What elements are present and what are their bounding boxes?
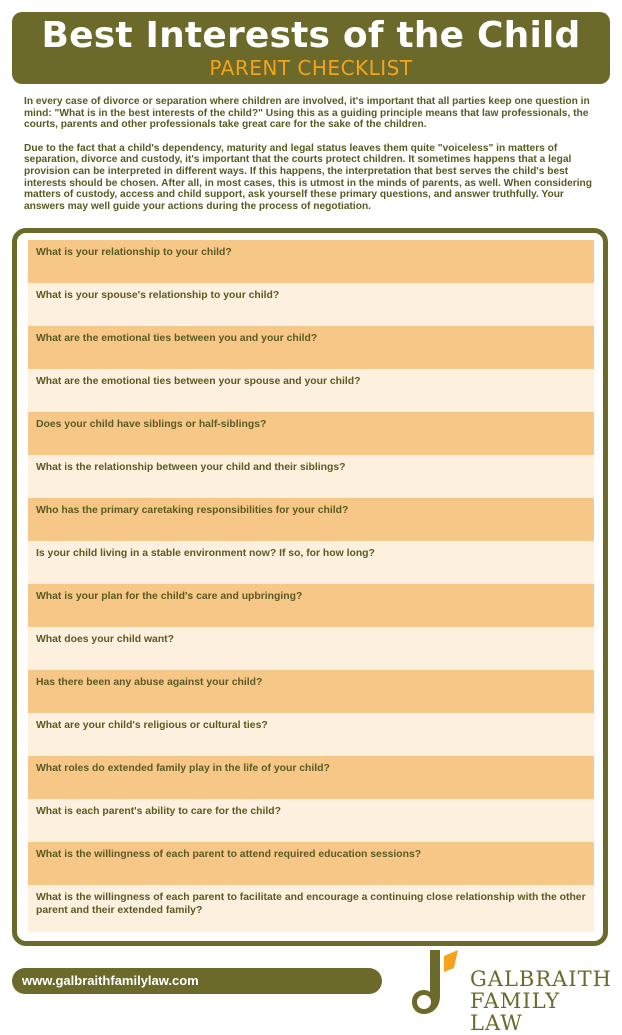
checklist-item: What roles do extended family play in the life of your child? — [28, 756, 594, 799]
checklist-item: What is the willingness of each parent to attend required education sessions? — [28, 842, 594, 885]
header-banner — [12, 12, 610, 84]
checklist-panel — [12, 228, 608, 946]
checklist-item: What is the relationship between your child and their siblings? — [28, 455, 594, 498]
logo-line-1: GALBRAITH — [470, 967, 612, 991]
checklist-item: What is your plan for the child's care and upbringing? — [28, 584, 594, 627]
intro-paragraph-2: Due to the fact that a child's dependency, maturity and legal status leaves them quite "voiceless" in matters of separation, divorce and custody, it's important that the courts protect children. It sometimes happens that a legal provision can be interpreted in different ways. If this happens, the interpretation that best serves the child's best interests should be chosen. After all, in most cases, this is utmost in the minds of parents, as well. When considering matters of custody, access and child support, ask yourself these primary questions, and answer truthfully. Your answers may well guide your actions during the process of negotiation. — [24, 142, 592, 212]
checklist-item: Is your child living in a stable environment now? If so, for how long? — [28, 541, 594, 584]
checklist-item: What does your child want? — [28, 627, 594, 670]
checklist-rows — [28, 240, 594, 932]
checklist-item: What is your relationship to your child? — [28, 240, 594, 283]
logo-line-2: FAMILY LAW — [470, 989, 561, 1035]
checklist-item: Does your child have siblings or half-siblings? — [28, 412, 594, 455]
checklist-item: What is each parent's ability to care for the child? — [28, 799, 594, 842]
logo-text — [470, 968, 612, 1034]
intro-text — [24, 96, 602, 224]
intro-paragraph-1: In every case of divorce or separation where children are involved, it's important that all parties keep one question in mind: "What is in the best interests of the child?" Using this as a guiding principle means that law professionals, the courts, parents and other professionals take great care for the sake of the children. — [24, 96, 590, 131]
page-title: Best Interests of the Child — [41, 15, 581, 56]
checklist-item: What is your spouse's relationship to your child? — [28, 283, 594, 326]
checklist-item: What are the emotional ties between your spouse and your child? — [28, 369, 594, 412]
company-logo — [410, 946, 612, 1035]
checklist-item: Who has the primary caretaking responsibilities for your child? — [28, 498, 594, 541]
logo-mark-icon — [410, 946, 466, 1018]
checklist-item: What are the emotional ties between you and your child? — [28, 326, 594, 369]
checklist-item: Has there been any abuse against your child? — [28, 670, 594, 713]
website-link[interactable]: www.galbraithfamilylaw.com — [12, 968, 382, 994]
page-subtitle: PARENT CHECKLIST — [209, 56, 413, 80]
checklist-item: What is the willingness of each parent to facilitate and encourage a continuing close relationship with the other parent and their extended family? — [28, 885, 594, 932]
checklist-item: What are your child's religious or cultural ties? — [28, 713, 594, 756]
